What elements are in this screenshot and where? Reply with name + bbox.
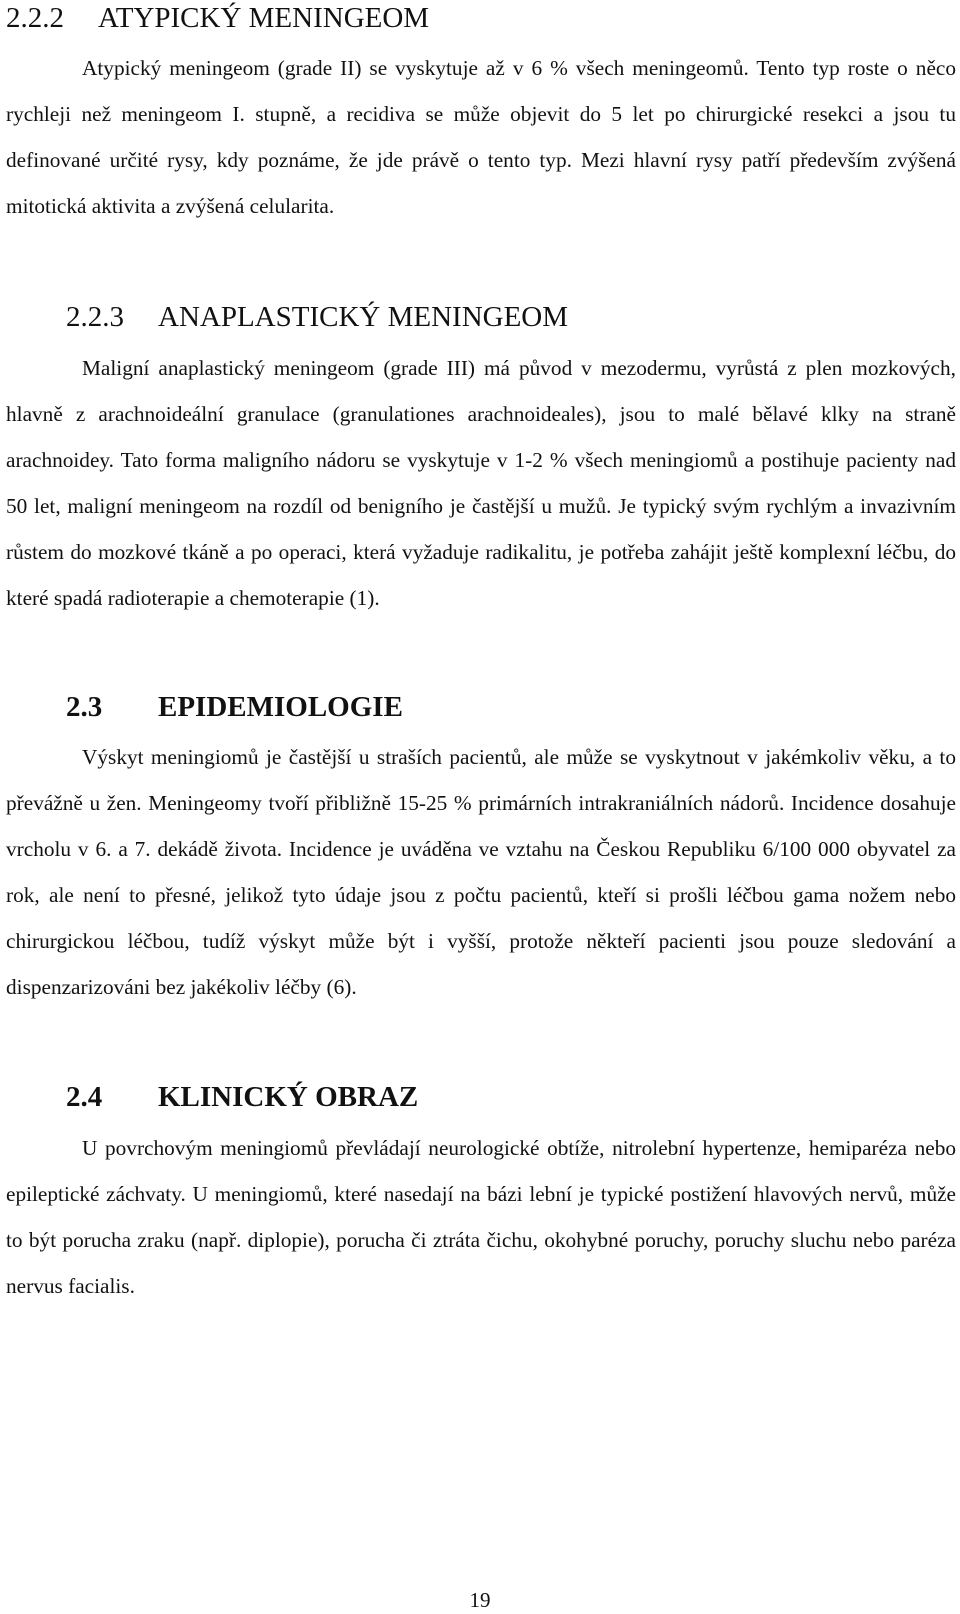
- section-number: 2.4: [66, 1081, 103, 1113]
- section-title: ANAPLASTICKÝ MENINGEOM: [158, 301, 569, 333]
- section-number: 2.3: [66, 691, 103, 723]
- section-heading-epidemiologie: [66, 690, 403, 724]
- paragraph-atypicky-meningeom: Atypický meningeom (grade II) se vyskytuje až v 6 % všech meningeomů. Tento typ roste o něco rychleji než meningeom I. stupně, a recidiva se může objevit do 5 let po chirurgické resekci a jsou tu definované určité rysy, kdy poznáme, že jde právě o tento typ. Mezi hlavní rysy patří především zvýšená mitotická aktivita a zvýšená celularita.: [6, 56, 956, 218]
- section-number: 2.2.3: [66, 301, 124, 333]
- section-heading-klinicky-obraz: [66, 1080, 418, 1114]
- paragraph-epidemiologie: Výskyt meningiomů je častější u straších pacientů, ale může se vyskytnout v jakémkoliv věku, a to převážně u žen. Meningeomy tvoří přibližně 15-25 % primárních intrakraniálních nádorů. Incidence dosahuje vrcholu v 6. a 7. dekádě života. Incidence je uváděna ve vztahu na Českou Republiku 6/100 000 obyvatel za rok, ale není to přesné, jelikož tyto údaje jsou z počtu pacientů, kteří si prošli léčbou gama nožem nebo chirurgickou léčbou, tudíž výskyt může být i vyšší, protože někteří pacienti jsou pouze sledování a dispenzarizováni bez jakékoliv léčby (6).: [6, 745, 956, 999]
- section-title: ATYPICKÝ MENINGEOM: [98, 2, 430, 34]
- paragraph-klinicky-obraz: U povrchovým meningiomů převládají neurologické obtíže, nitrolební hypertenze, hemiparéza nebo epileptické záchvaty. U meningiomů, které nasedají na bázi lební je typické postižení hlavových nervů, může to být porucha zraku (např. diplopie), porucha či ztráta čichu, okohybné poruchy, poruchy sluchu nebo paréza nervus facialis.: [6, 1136, 956, 1298]
- section-title: KLINICKÝ OBRAZ: [158, 1081, 419, 1113]
- page-number: 19: [469, 1588, 491, 1612]
- section-heading-atypicky-meningeom: [6, 1, 429, 35]
- paragraph-anaplasticky-meningeom: Maligní anaplastický meningeom (grade III) má původ v mezodermu, vyrůstá z plen mozkových, hlavně z arachnoideální granulace (granulationes arachnoideales), jsou to malé bělavé klky na straně arachnoidey. Tato forma maligního nádoru se vyskytuje v 1-2 % všech meningiomů a postihuje pacienty nad 50 let, maligní meningeom na rozdíl od benigního je častější u mužů. Je typický svým rychlým a invazivním růstem do mozkové tkáně a po operaci, která vyžaduje radikalitu, je potřeba zahájit ještě komplexní léčbu, do které spadá radioterapie a chemoterapie (1).: [6, 356, 956, 610]
- section-number: 2.2.2: [6, 2, 64, 34]
- section-title: EPIDEMIOLOGIE: [158, 691, 403, 723]
- section-heading-anaplasticky-meningeom: [66, 300, 568, 334]
